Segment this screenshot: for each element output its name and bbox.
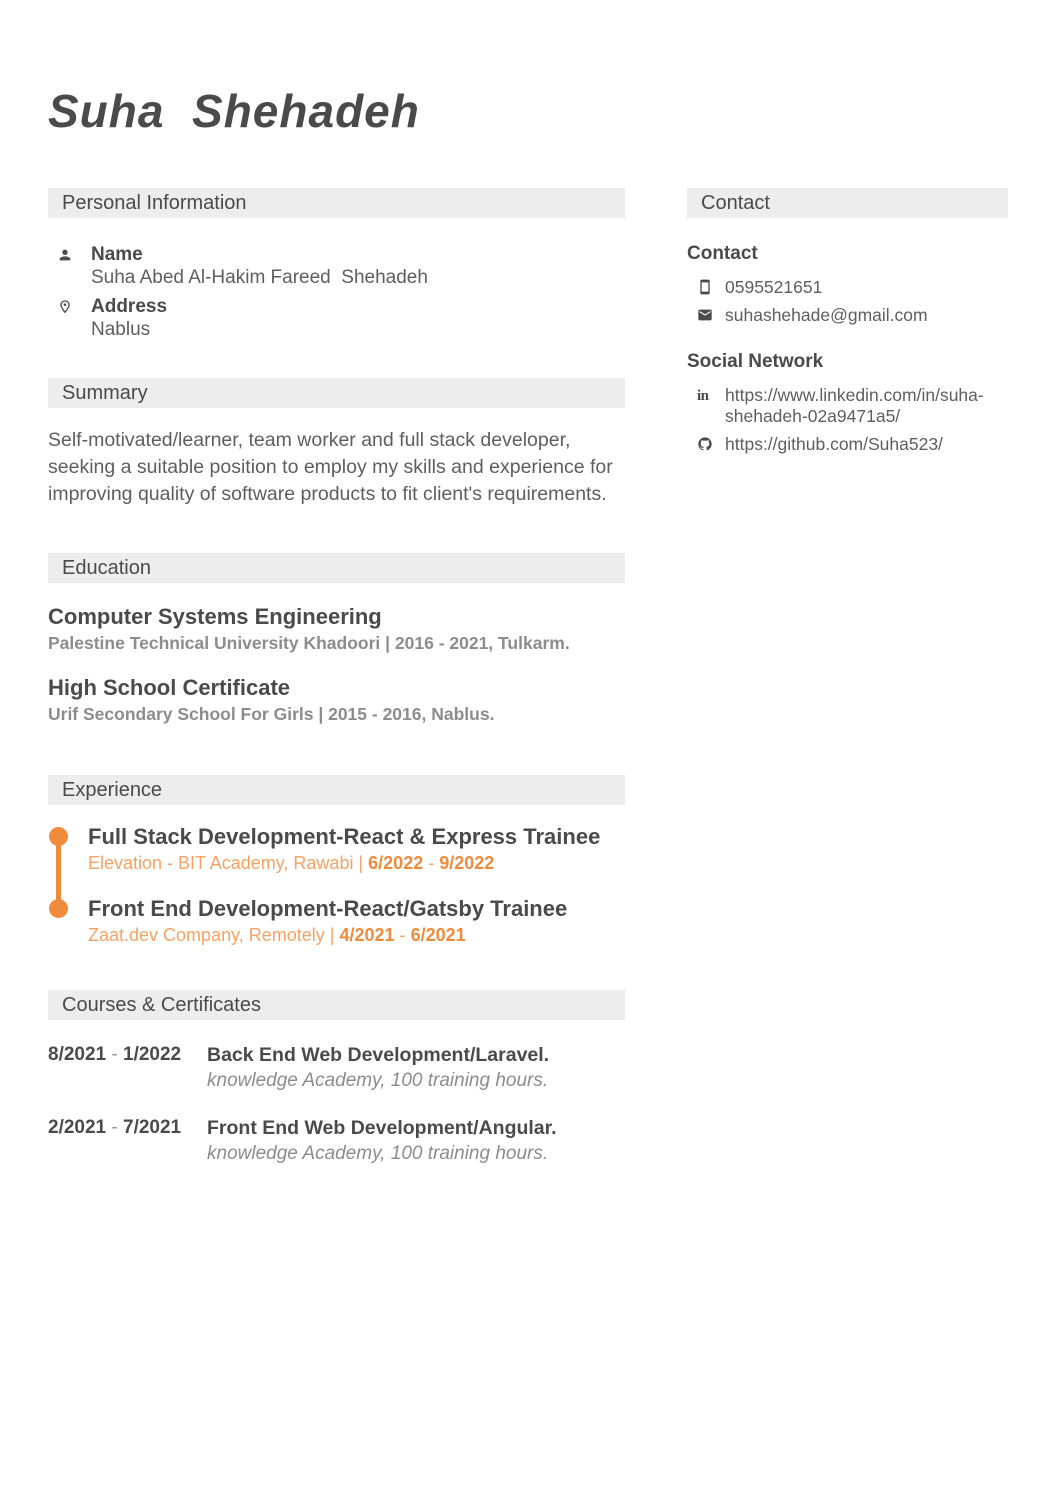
section-header-contact <box>687 188 1008 218</box>
left-column <box>48 188 625 1166</box>
personal-info-name-row <box>48 243 625 289</box>
email-address: suhashehade@gmail.com <box>725 305 928 325</box>
personal-info-address-row <box>48 295 625 341</box>
section-header-experience <box>48 775 625 805</box>
timeline-dot-icon <box>49 827 68 846</box>
phone-icon <box>697 279 715 298</box>
section-header-education <box>48 553 625 583</box>
experience-title: Front End Development-React/Gatsby Trainee <box>88 896 568 921</box>
experience-entry <box>88 824 625 875</box>
experience-date-separator: - <box>428 853 435 873</box>
course-entry <box>48 1116 625 1166</box>
course-title: Front End Web Development/Angular. <box>207 1117 557 1139</box>
course-dates <box>48 1116 207 1166</box>
education-entry <box>48 604 625 654</box>
education-school-dates: Palestine Technical University Khadoori | 2016 - 2021, Tulkarm. <box>48 633 570 653</box>
course-date-start: 2/2021 <box>48 1117 107 1138</box>
education-degree: Computer Systems Engineering <box>48 604 382 629</box>
experience-org-dates <box>88 852 625 875</box>
experience-org: Zaat.dev Company, Remotely | <box>88 925 335 945</box>
github-url[interactable]: https://github.com/Suha523/ <box>725 434 943 454</box>
course-provider: knowledge Academy, 100 training hours. <box>207 1143 549 1164</box>
experience-timeline <box>48 824 625 947</box>
section-header-label: Courses & Certificates <box>62 993 261 1016</box>
section-header-summary <box>48 378 625 408</box>
section-header-courses <box>48 990 625 1020</box>
social-network-heading: Social Network <box>687 351 824 372</box>
experience-date-separator: - <box>399 925 406 945</box>
course-date-start: 8/2021 <box>48 1044 107 1065</box>
personal-info-label: Address <box>91 296 168 317</box>
personal-info-value: Suha Abed Al-Hakim Fareed Shehadeh <box>91 267 428 288</box>
personal-info-label: Name <box>91 244 143 265</box>
course-dates <box>48 1043 207 1093</box>
phone-row <box>687 277 1008 298</box>
experience-org-dates <box>88 924 625 947</box>
course-provider: knowledge Academy, 100 training hours. <box>207 1070 549 1091</box>
experience-date-end: 9/2022 <box>439 853 495 873</box>
contact-heading: Contact <box>687 243 758 264</box>
phone-number: 0595521651 <box>725 277 823 297</box>
experience-entry <box>88 896 625 947</box>
right-column <box>687 188 1008 455</box>
resume-name: Suha Shehadeh <box>48 85 420 137</box>
person-icon <box>57 247 75 289</box>
experience-date-start: 4/2021 <box>339 925 395 945</box>
education-degree: High School Certificate <box>48 675 291 700</box>
education-entry <box>48 675 625 725</box>
section-header-label: Personal Information <box>62 191 247 214</box>
experience-title: Full Stack Development-React & Express Trainee <box>88 824 601 849</box>
section-header-label: Experience <box>62 778 163 801</box>
github-icon <box>697 436 715 455</box>
course-date-separator: - <box>111 1044 118 1065</box>
section-header-personal-information <box>48 188 625 218</box>
linkedin-icon: in <box>697 388 709 404</box>
course-date-separator: - <box>111 1117 118 1138</box>
email-icon <box>697 307 715 326</box>
course-date-end: 1/2022 <box>123 1044 182 1065</box>
email-row <box>687 305 1008 326</box>
linkedin-row[interactable] <box>687 385 1008 427</box>
github-row[interactable] <box>687 434 1008 455</box>
summary-text: Self-motivated/learner, team worker and full stack developer, seeking a suitable position to employ my skills and experience for improving quality of software products to fit client's requirements. <box>48 429 613 505</box>
section-header-label: Summary <box>62 381 148 404</box>
section-header-label: Education <box>62 556 151 579</box>
course-entry <box>48 1043 625 1093</box>
timeline-dot-icon <box>49 899 68 918</box>
experience-date-start: 6/2022 <box>368 853 424 873</box>
education-school-dates: Urif Secondary School For Girls | 2015 - 2016, Nablus. <box>48 704 495 724</box>
location-icon <box>57 299 75 341</box>
linkedin-url[interactable]: https://www.linkedin.com/in/suha-shehadeh-02a9471a5/ <box>725 385 984 426</box>
personal-info-value: Nablus <box>91 319 151 340</box>
personal-info-list <box>48 243 625 341</box>
experience-date-end: 6/2021 <box>410 925 466 945</box>
course-date-end: 7/2021 <box>123 1117 182 1138</box>
course-title: Back End Web Development/Laravel. <box>207 1044 550 1066</box>
section-header-label: Contact <box>701 191 770 214</box>
experience-org: Elevation - BIT Academy, Rawabi | <box>88 853 364 873</box>
